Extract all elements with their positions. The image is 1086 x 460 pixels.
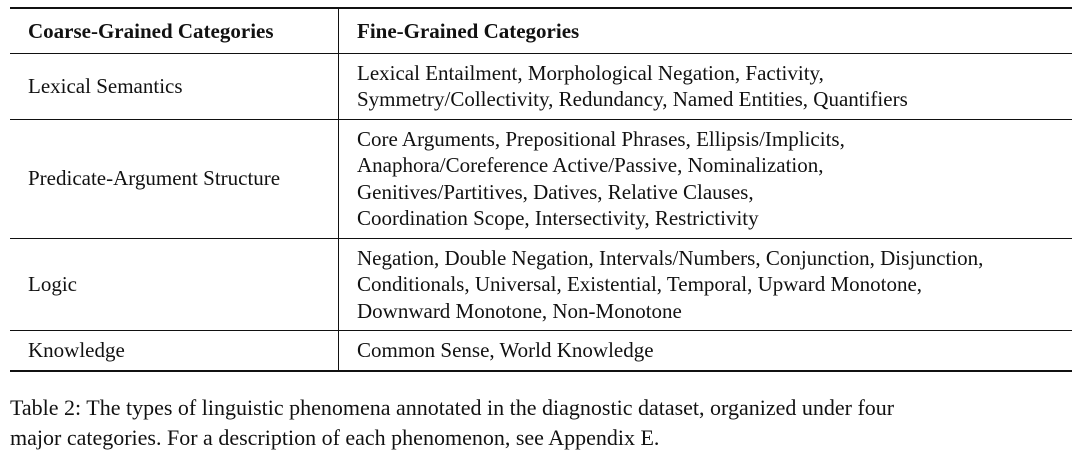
caption-line: Table 2: The types of linguistic phenomena annotated in the diagnostic dataset, organized under four [10,395,895,420]
table-caption [10,393,1076,453]
categories-table-container [10,7,1072,372]
table-row-logic [10,238,1072,331]
fine-line: Coordination Scope, Intersectivity, Restrictivity [357,206,759,230]
coarse-cell: Knowledge [10,331,339,371]
caption-line: major categories. For a description of each phenomenon, see Appendix E. [10,425,660,450]
table-row-knowledge [10,331,1072,371]
coarse-cell: Lexical Semantics [10,53,339,119]
fine-line: Lexical Entailment, Morphological Negation, Factivity, [357,60,824,85]
header-fine-grained: Fine-Grained Categories [357,19,580,43]
header-coarse-grained: Coarse-Grained Categories [10,8,339,53]
fine-line: Core Arguments, Prepositional Phrases, Ellipsis/Implicits, [357,126,845,151]
categories-table [10,7,1072,372]
table-header-row [10,8,1072,53]
table-row-predicate-argument-structure [10,119,1072,238]
fine-cell [339,53,1073,119]
coarse-cell: Predicate-Argument Structure [10,119,339,238]
fine-cell [339,331,1073,371]
fine-line: Conditionals, Universal, Existential, Temporal, Upward Monotone, [357,272,923,296]
fine-line: Anaphora/Coreference Active/Passive, Nominalization, [357,153,824,177]
table-row-lexical-semantics [10,53,1072,119]
fine-line: Symmetry/Collectivity, Redundancy, Named Entities, Quantifiers [357,87,908,111]
fine-line: Common Sense, World Knowledge [357,338,654,362]
coarse-cell: Logic [10,238,339,331]
fine-cell [339,119,1073,238]
fine-line: Genitives/Partitives, Datives, Relative Clauses, [357,179,754,204]
fine-line: Negation, Double Negation, Intervals/Numbers, Conjunction, Disjunction, [357,245,984,270]
fine-line: Downward Monotone, Non-Monotone [357,298,682,323]
fine-cell [339,238,1073,331]
